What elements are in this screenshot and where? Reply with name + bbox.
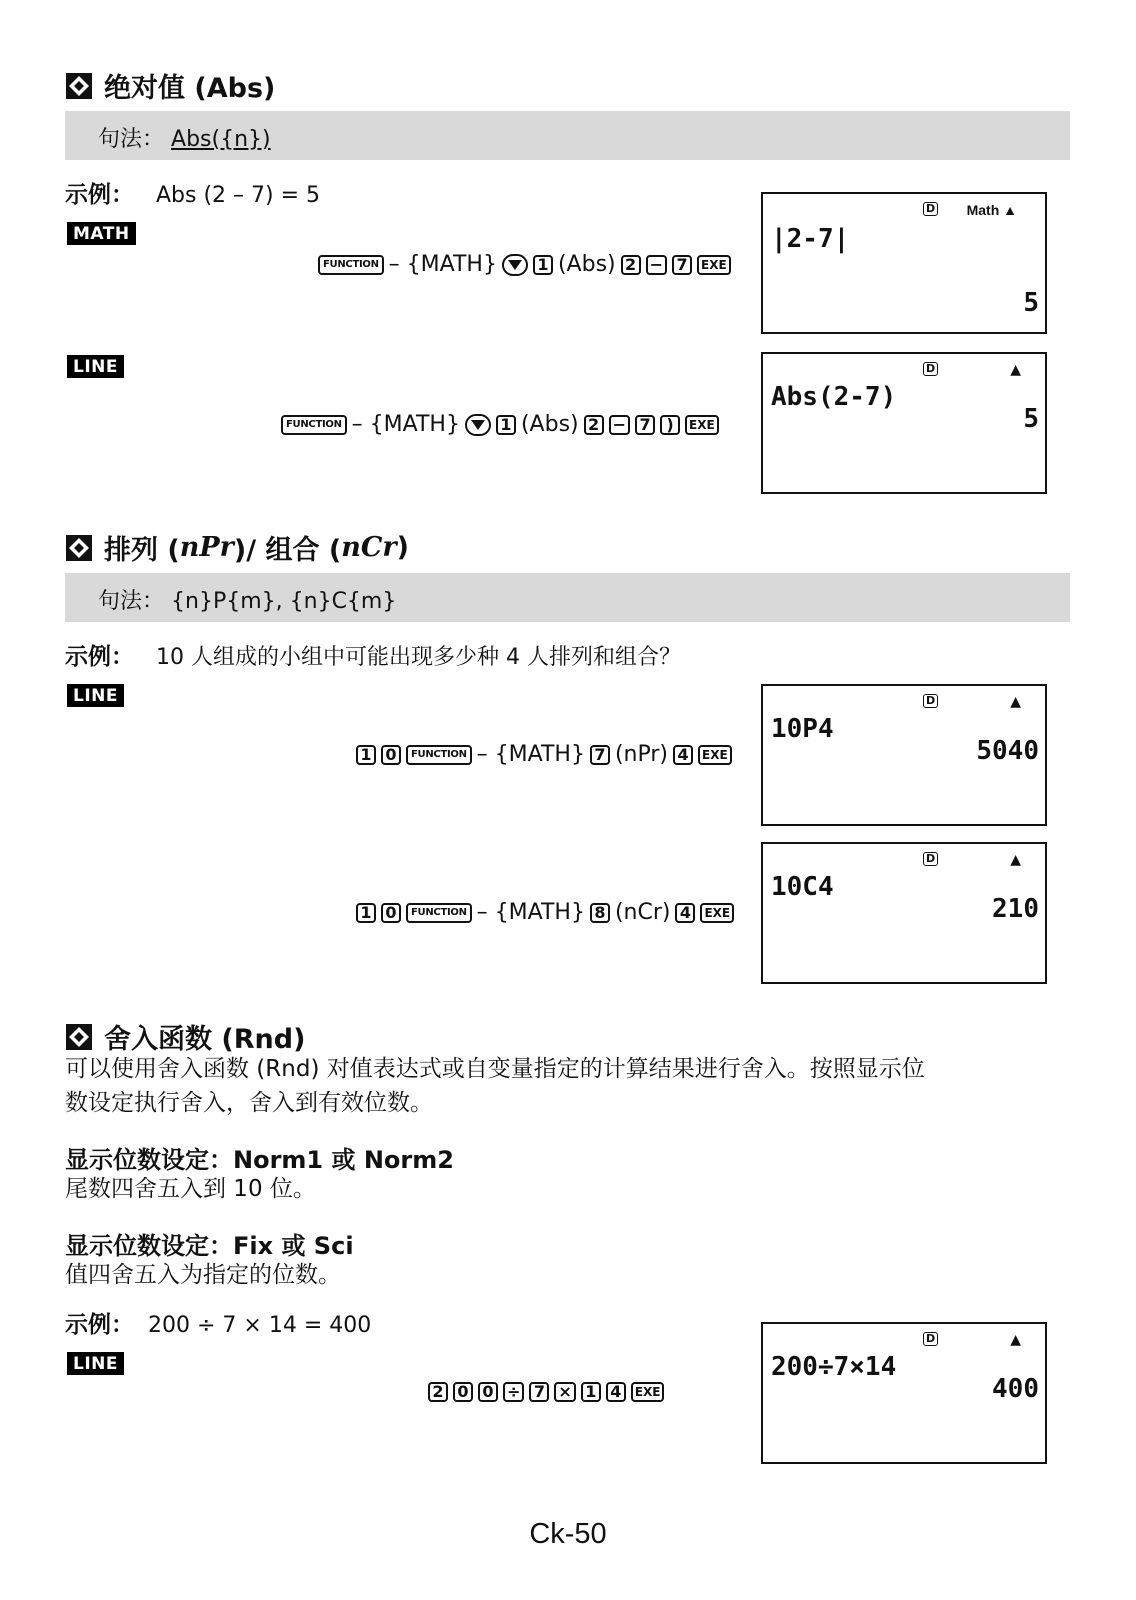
exe-key: EXE (700, 903, 734, 923)
fix-description: 值四舍五入为指定的位数。 (65, 1262, 341, 1288)
section-marker-icon (66, 535, 92, 561)
abs-example (65, 176, 320, 209)
norm-description: 尾数四舍五入到 10 位。 (65, 1176, 316, 1202)
perm-syntax-formula: {n}P{m}, {n}C{m} (171, 589, 397, 614)
up-arrow-indicator: ▲ (1010, 694, 1021, 710)
key-7: 7 (529, 1382, 549, 1402)
screen-expression: 200÷7×14 (771, 1352, 897, 1382)
screen-result: 5 (1023, 404, 1039, 434)
degree-indicator: D (923, 694, 938, 708)
npr-option-label: (nPr) (614, 742, 669, 767)
key-2: 2 (621, 255, 641, 275)
perm-example (65, 638, 681, 671)
key-0: 0 (381, 903, 401, 923)
fix-subheading: 显示位数设定：Fix 或 Sci (65, 1232, 354, 1260)
perm-title-mid: )/ 组合 ( (233, 535, 342, 566)
abs-syntax-text (98, 122, 271, 153)
key-4: 4 (675, 903, 695, 923)
ncr-keyline (356, 900, 734, 925)
exe-key: EXE (697, 255, 731, 275)
screen-expression: |2-7| (771, 224, 850, 254)
section-marker-icon (66, 1024, 92, 1050)
math-indicator: Math ▲ (966, 202, 1017, 218)
screen-result: 400 (992, 1374, 1039, 1404)
key-4: 4 (606, 1382, 626, 1402)
abs-syntax-formula: Abs({n}) (171, 127, 271, 152)
exe-key: EXE (685, 415, 719, 435)
function-key: FUNCTION (406, 745, 472, 765)
key-7: 7 (672, 255, 692, 275)
degree-indicator: D (923, 202, 938, 216)
rnd-section-title (66, 1017, 305, 1056)
minus-key: − (609, 415, 630, 435)
key-4: 4 (673, 745, 693, 765)
close-paren-key: ) (660, 415, 680, 435)
rnd-keyline (428, 1382, 664, 1402)
exe-key: EXE (631, 1382, 665, 1402)
abs-option-label: (Abs) (520, 412, 579, 437)
page-number: Ck-50 (529, 1518, 607, 1550)
screen-result: 5040 (976, 736, 1039, 766)
perm-example-label: 示例： (65, 644, 134, 670)
key-1: 1 (356, 903, 376, 923)
key-1: 1 (581, 1382, 601, 1402)
abs-option-label: (Abs) (557, 252, 616, 277)
rnd-description (65, 1052, 1065, 1120)
up-arrow-indicator: ▲ (1010, 1332, 1021, 1348)
exe-key: EXE (698, 745, 732, 765)
perm-title-npr: nPr (179, 532, 234, 563)
degree-indicator: D (923, 1332, 938, 1346)
perm-title-suffix: ) (396, 532, 409, 563)
key-1: 1 (356, 745, 376, 765)
line-mode-badge: LINE (67, 1352, 124, 1375)
down-arrow-key-icon (502, 254, 528, 276)
key-2: 2 (428, 1382, 448, 1402)
perm-title-prefix: 排列 ( (104, 535, 180, 566)
key-0: 0 (381, 745, 401, 765)
abs-example-label: 示例： (65, 182, 134, 208)
math-menu-label: – {MATH} (388, 252, 497, 277)
abs-line-screen (761, 352, 1047, 494)
line-mode-badge: LINE (67, 355, 124, 378)
section-marker-icon (66, 73, 92, 99)
perm-section-title (66, 528, 409, 567)
norm-subheading: 显示位数设定：Norm1 或 Norm2 (65, 1146, 454, 1174)
function-key: FUNCTION (281, 415, 347, 435)
key-7: 7 (635, 415, 655, 435)
function-key: FUNCTION (406, 903, 472, 923)
abs-line-keyline (281, 412, 719, 437)
ncr-screen (761, 842, 1047, 984)
screen-result: 210 (992, 894, 1039, 924)
rnd-example-label: 示例： (65, 1312, 134, 1338)
perm-syntax-bar (65, 573, 1070, 622)
key-1: 1 (533, 255, 553, 275)
screen-expression: 10C4 (771, 872, 834, 902)
perm-syntax-text (98, 584, 396, 615)
perm-example-text: 10 人组成的小组中可能出现多少种 4 人排列和组合？ (156, 645, 681, 670)
abs-section-title (66, 66, 275, 105)
up-arrow-indicator: ▲ (1010, 362, 1021, 378)
minus-key: − (646, 255, 667, 275)
divide-key: ÷ (503, 1382, 524, 1402)
line-mode-badge: LINE (67, 684, 124, 707)
ncr-option-label: (nCr) (614, 900, 671, 925)
screen-expression: 10P4 (771, 714, 834, 744)
npr-keyline (356, 742, 732, 767)
math-mode-badge: MATH (67, 222, 136, 245)
perm-title-ncr: nCr (341, 532, 397, 563)
key-8: 8 (590, 903, 610, 923)
math-menu-label: – {MATH} (476, 900, 585, 925)
abs-syntax-bar (65, 111, 1070, 160)
abs-syntax-prefix: 句法： (98, 127, 165, 152)
rnd-example (65, 1306, 371, 1339)
screen-expression: Abs(2-7) (771, 382, 897, 412)
function-key: FUNCTION (318, 255, 384, 275)
key-0: 0 (478, 1382, 498, 1402)
key-0: 0 (453, 1382, 473, 1402)
rnd-description-line-2: 数设定执行舍入，舍入到有效位数。 (65, 1090, 433, 1116)
rnd-description-line-1: 可以使用舍入函数 (Rnd) 对值表达式或自变量指定的计算结果进行舍入。按照显示位 (65, 1056, 925, 1082)
abs-title-text: 绝对值 (Abs) (104, 73, 276, 104)
multiply-key: × (554, 1382, 575, 1402)
abs-example-text: Abs (2 – 7) = 5 (156, 183, 321, 208)
rnd-example-text: 200 ÷ 7 × 14 = 400 (148, 1313, 372, 1338)
key-1: 1 (496, 415, 516, 435)
key-2: 2 (584, 415, 604, 435)
abs-math-screen (761, 192, 1047, 334)
abs-math-keyline (318, 252, 731, 277)
down-arrow-key-icon (465, 414, 491, 436)
screen-result: 5 (1023, 288, 1039, 318)
math-menu-label: – {MATH} (476, 742, 585, 767)
perm-syntax-prefix: 句法： (98, 589, 165, 614)
up-arrow-indicator: ▲ (1010, 852, 1021, 868)
degree-indicator: D (923, 852, 938, 866)
degree-indicator: D (923, 362, 938, 376)
key-7: 7 (590, 745, 610, 765)
rnd-screen (761, 1322, 1047, 1464)
npr-screen (761, 684, 1047, 826)
rnd-title-text: 舍入函数 (Rnd) (104, 1024, 306, 1055)
math-menu-label: – {MATH} (351, 412, 460, 437)
